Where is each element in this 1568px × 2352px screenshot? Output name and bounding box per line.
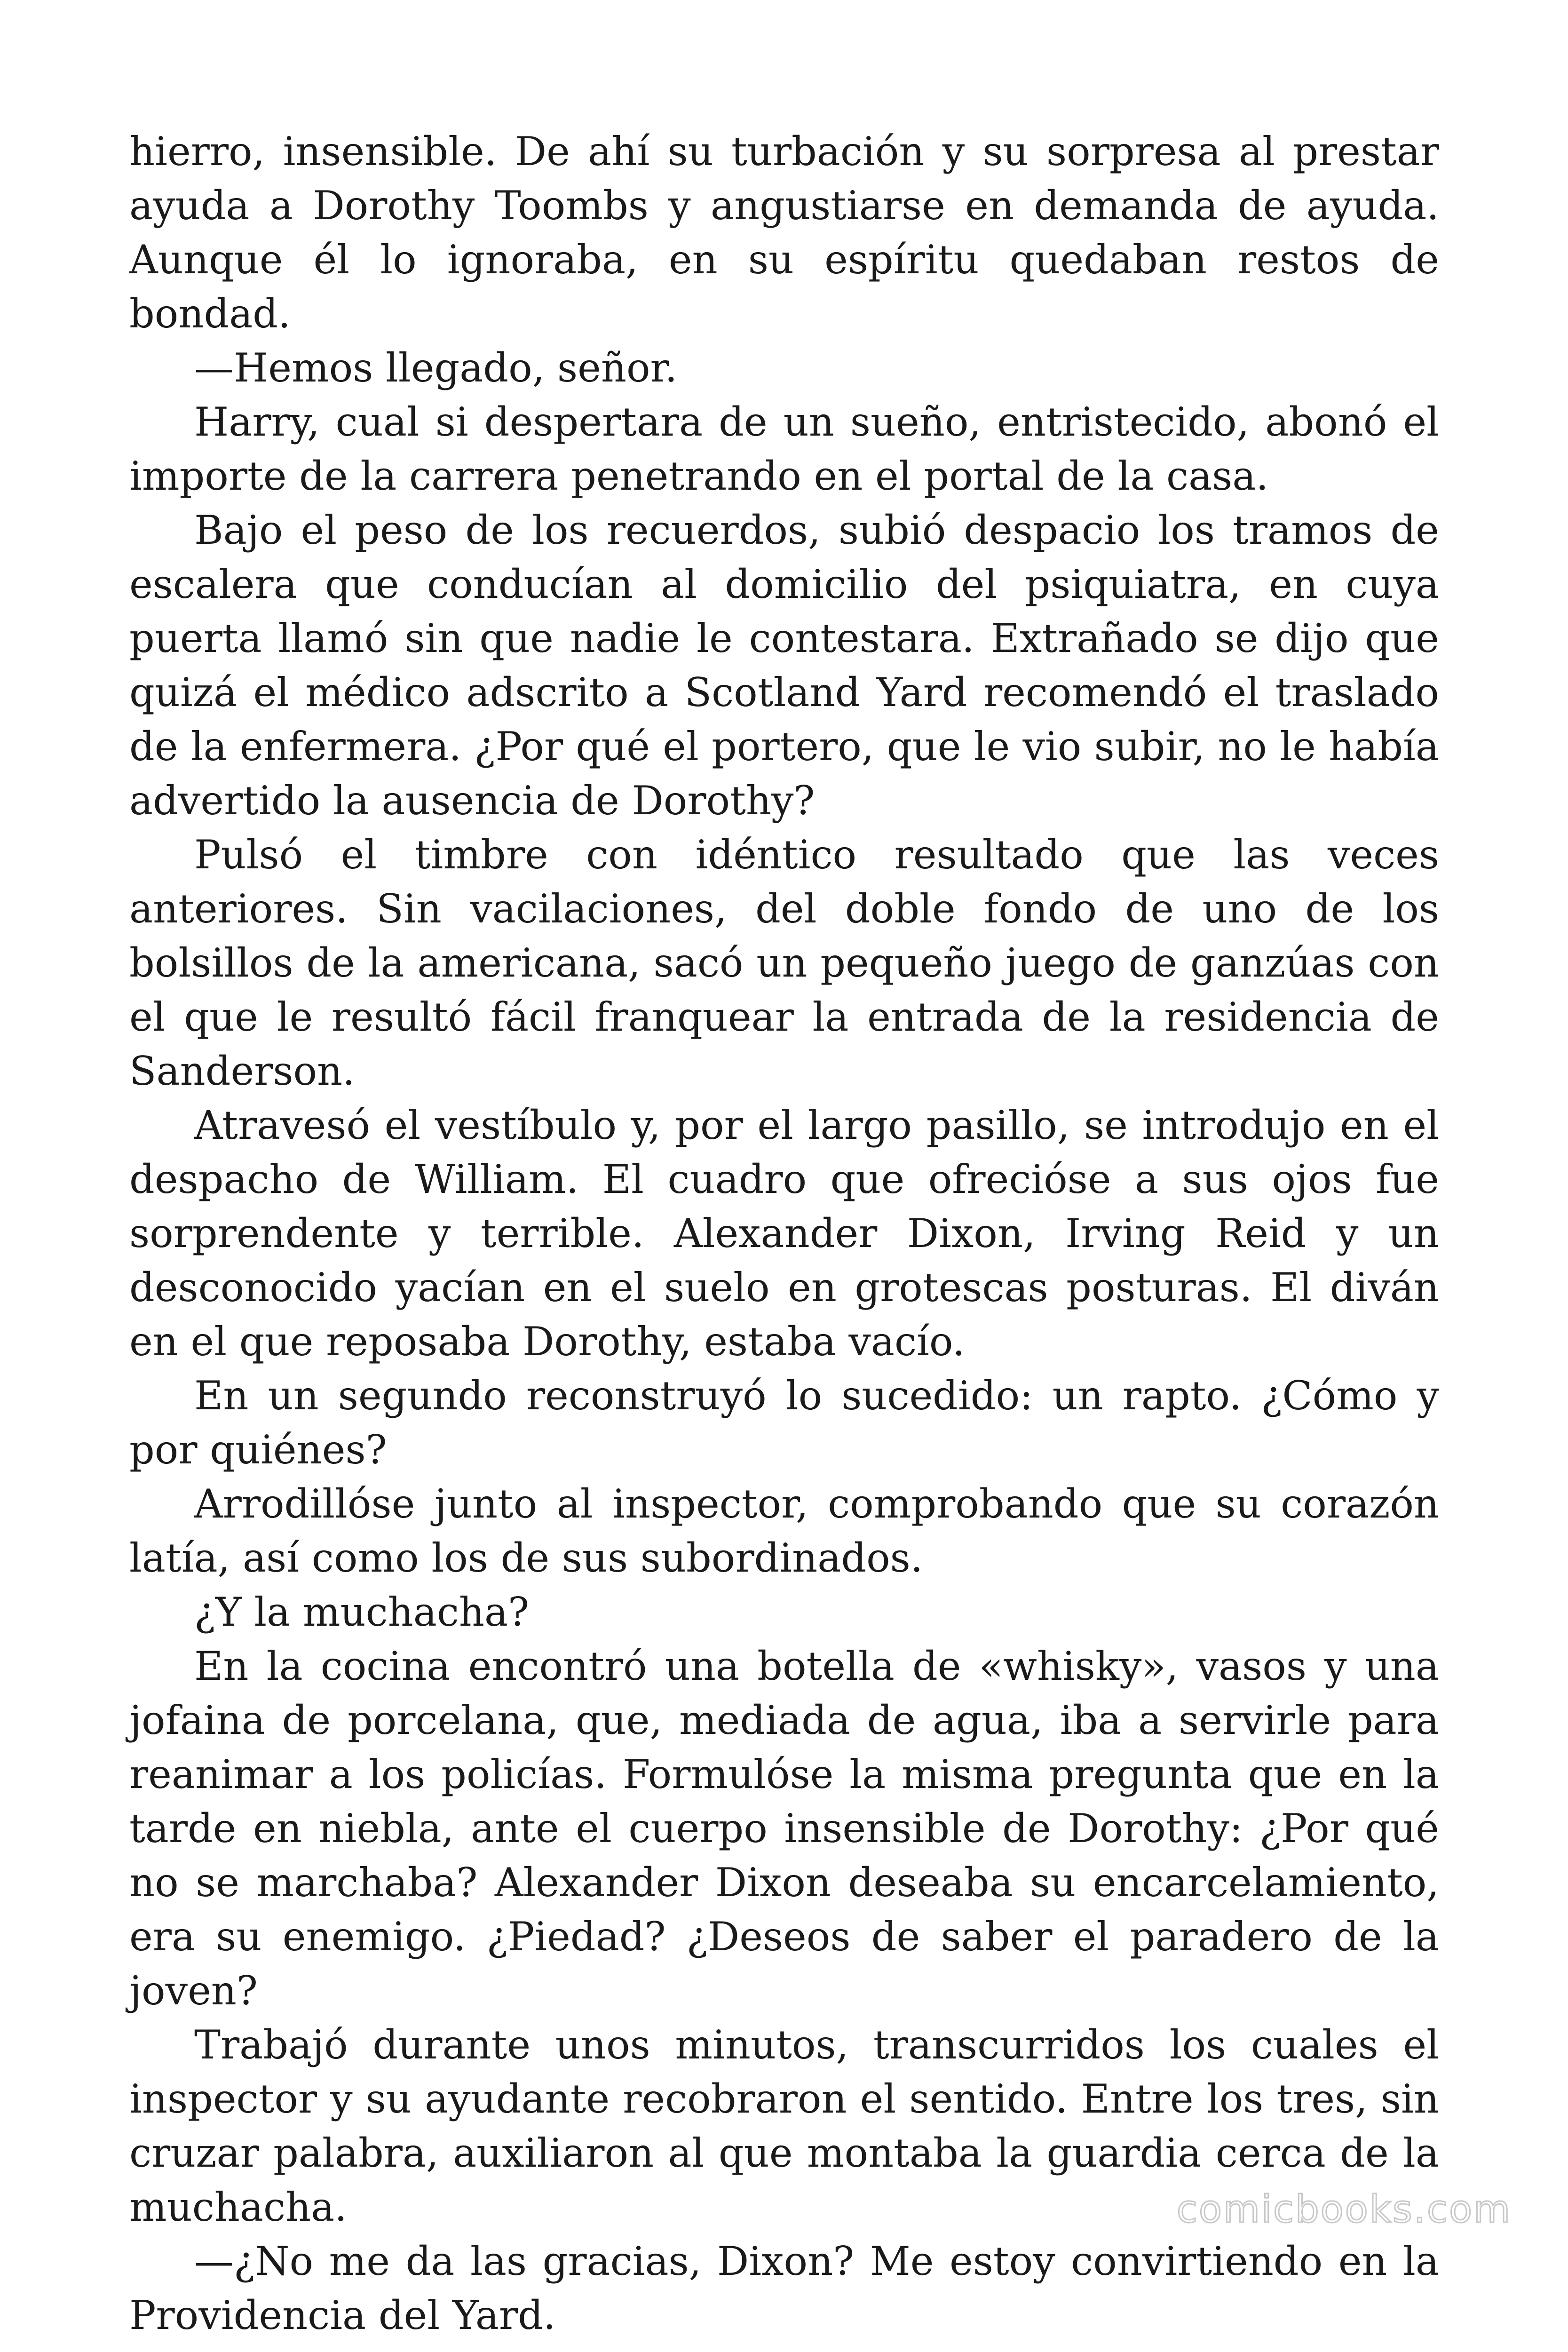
paragraph-12: —¿No me da las gracias, Dixon? Me estoy convirtiendo en la Providencia del Yard. [129, 2238, 1439, 2338]
paragraph-9: ¿Y la muchacha? [194, 1589, 530, 1635]
paragraph-5: Pulsó el timbre con idéntico resultado que las veces anteriores. Sin vacilaciones, del doble fondo de uno de los bolsillos de la americana, sacó un pequeño juego de ganzúas con el que le resultó fácil franquear la entrada de la residencia de Sanderson. [129, 832, 1439, 1094]
paragraph-7: En un segundo reconstruyó lo sucedido: un rapto. ¿Cómo y por quiénes? [129, 1373, 1439, 1473]
paragraph-1: hierro, insensible. De ahí su turbación y su sorpresa al prestar ayuda a Dorothy Toombs y angustiarse en demanda de ayuda. Aunque él lo ignoraba, en su espíritu quedaban restos de bondad. [129, 128, 1439, 337]
watermark-logo: comicbooks.com [1176, 2187, 1512, 2231]
body-text [129, 125, 1439, 2343]
paragraph-11: Trabajó durante unos minutos, transcurridos los cuales el inspector y su ayudante recobraron el sentido. Entre los tres, sin cruzar palabra, auxiliaron al que montaba la guardia cerca de la muchacha. [129, 2022, 1439, 2230]
paragraph-3: Harry, cual si despertara de un sueño, entristecido, abonó el importe de la carrera penetrando en el portal de la casa. [129, 399, 1439, 499]
paragraph-4: Bajo el peso de los recuerdos, subió despacio los tramos de escalera que conducían al domicilio del psiquiatra, en cuya puerta llamó sin que nadie le contestara. Extrañado se dijo que quizá el médico adscrito a Scotland Yard recomendó el traslado de la enfermera. ¿Por qué el portero, que le vio subir, no le había advertido la ausencia de Dorothy? [129, 507, 1439, 824]
paragraph-2: —Hemos llegado, señor. [194, 345, 678, 391]
paragraph-8: Arrodillóse junto al inspector, comprobando que su corazón latía, así como los de sus subordinados. [129, 1481, 1439, 1581]
paragraph-10: En la cocina encontró una botella de «whisky», vasos y una jofaina de porcelana, que, mediada de agua, iba a servirle para reanimar a los policías. Formulóse la misma pregunta que en la tarde en niebla, ante el cuerpo insensible de Dorothy: ¿Por qué no se marchaba? Alexander Dixon deseaba su encarcelamiento, era su enemigo. ¿Piedad? ¿Deseos de saber el paradero de la joven? [129, 1643, 1439, 2014]
paragraph-6: Atravesó el vestíbulo y, por el largo pasillo, se introdujo en el despacho de William. El cuadro que ofrecióse a sus ojos fue sorprendente y terrible. Alexander Dixon, Irving Reid y un desconocido yacían en el suelo en grotescas posturas. El diván en el que reposaba Dorothy, estaba vacío. [129, 1102, 1439, 1365]
